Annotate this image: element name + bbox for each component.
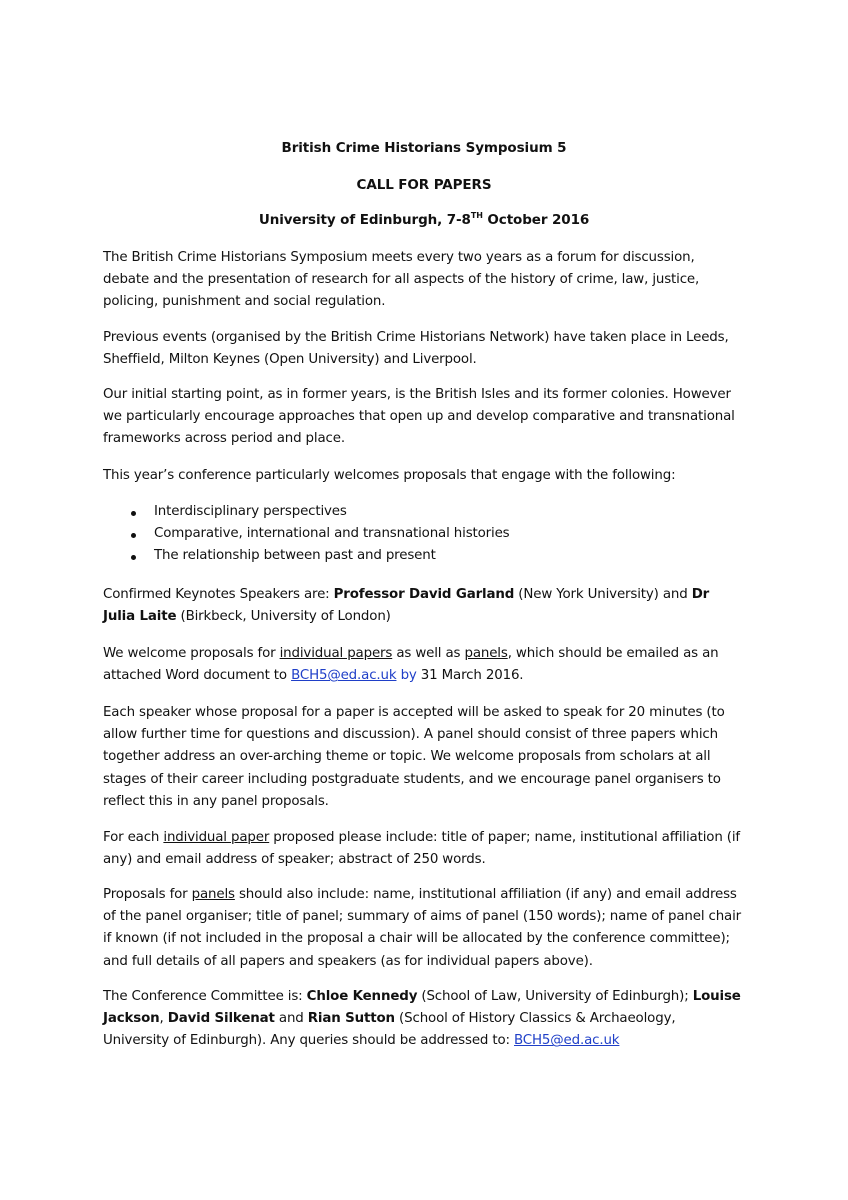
panel-req-text: Proposals for [103, 887, 192, 902]
keynote-speaker-2: Dr Julia Laite [103, 587, 710, 625]
format-paragraph: Each speaker whose proposal for a paper is accepted will be asked to speak for 20 minutes (to allow further time for questions and discussion). A panel should consist of three papers which together address an over-arching theme or topic. We welcome proposals from scholars at all stages of their career including postgraduate students, and we encourage panel organisers to reflect this in any panel proposals. [103, 705, 725, 809]
keynote-affiliation-1: (New York University) and [514, 587, 692, 602]
deadline-by: by [396, 668, 417, 684]
submission-text: We welcome proposals for [103, 646, 280, 661]
paper-req-text: For each [103, 830, 164, 845]
document-title: British Crime Historians Symposium 5 [281, 140, 567, 156]
keynote-speaker-1: Professor David Garland [333, 587, 515, 602]
scope-paragraph: Our initial starting point, as in former years, is the British Isles and its former colonies. However we particularly encourage approaches that open up and develop comparative and transnational frameworks across period and place. [103, 387, 735, 447]
date-ordinal: TH [470, 210, 483, 220]
list-item-text: Interdisciplinary perspectives [154, 504, 347, 519]
committee-affiliation: (School of History Classics & Archaeology, University of Edinburgh). Any queries should be addressed to: [103, 1011, 676, 1049]
committee-member: Louise Jackson [103, 989, 741, 1027]
separator-text: and [274, 1011, 308, 1027]
list-item-text: The relationship between past and present [154, 548, 436, 563]
separator-text: , [159, 1011, 168, 1027]
committee-member: Rian Sutton [307, 1011, 395, 1027]
bullet-icon [131, 555, 136, 560]
committee-affiliation: (School of Law, University of Edinburgh); [417, 989, 693, 1004]
individual-papers-text: individual papers [279, 646, 393, 661]
panel-req-text: should also include: name, institutional affiliation (if any) and email address of the panel organiser; title of panel; summary of aims of panel (150 words); name of panel chair if known (if not included in the proposal a chair will be allocated by the conference committee); and full details of all papers and speakers (as for individual papers above). [103, 887, 742, 969]
paper-requirements-paragraph [103, 827, 743, 871]
committee-paragraph [103, 986, 743, 1053]
bullet-icon [131, 511, 136, 516]
deadline-date: 31 March 2016. [416, 668, 524, 684]
venue-date-line [0, 212, 848, 228]
themes-intro: This year’s conference particularly welcomes proposals that engage with the following: [103, 468, 676, 483]
committee-lead: The Conference Committee is: [103, 989, 307, 1004]
panels-text: panels [464, 646, 508, 661]
submission-text: as well as [392, 646, 465, 661]
submission-email-link[interactable]: BCH5@ed.ac.uk [291, 668, 397, 684]
bullet-icon [131, 533, 136, 538]
panels-text: panels [191, 887, 235, 902]
venue-text: University of Edinburgh, 7-8 [258, 212, 471, 228]
committee-member: David Silkenat [167, 1011, 275, 1027]
committee-member: Chloe Kennedy [306, 989, 418, 1004]
submission-text: , which should be emailed as an attached Word document to [103, 646, 719, 684]
panel-requirements-paragraph [103, 884, 743, 973]
previous-events-paragraph: Previous events (organised by the British Crime Historians Network) have taken place in Leeds, Sheffield, Milton Keynes (Open University) and Liverpool. [103, 330, 729, 368]
submission-paragraph [103, 643, 743, 687]
venue-date: October 2016 [482, 212, 590, 228]
list-item-text: Comparative, international and transnational histories [154, 526, 510, 541]
keynotes-paragraph [103, 584, 743, 628]
keynotes-lead: Confirmed Keynotes Speakers are: [103, 587, 334, 602]
individual-paper-text: individual paper [163, 830, 270, 845]
document-subtitle: CALL FOR PAPERS [356, 177, 492, 193]
paper-req-text: proposed please include: title of paper; name, institutional affiliation (if any) and email address of speaker; abstract of 250 words. [103, 830, 740, 868]
keynote-affiliation-2: (Birkbeck, University of London) [176, 609, 391, 625]
queries-email-link[interactable]: BCH5@ed.ac.uk [514, 1033, 620, 1049]
intro-paragraph: The British Crime Historians Symposium meets every two years as a forum for discussion, debate and the presentation of research for all aspects of the history of crime, law, justice, policing, punishment and social regulation. [103, 250, 700, 310]
